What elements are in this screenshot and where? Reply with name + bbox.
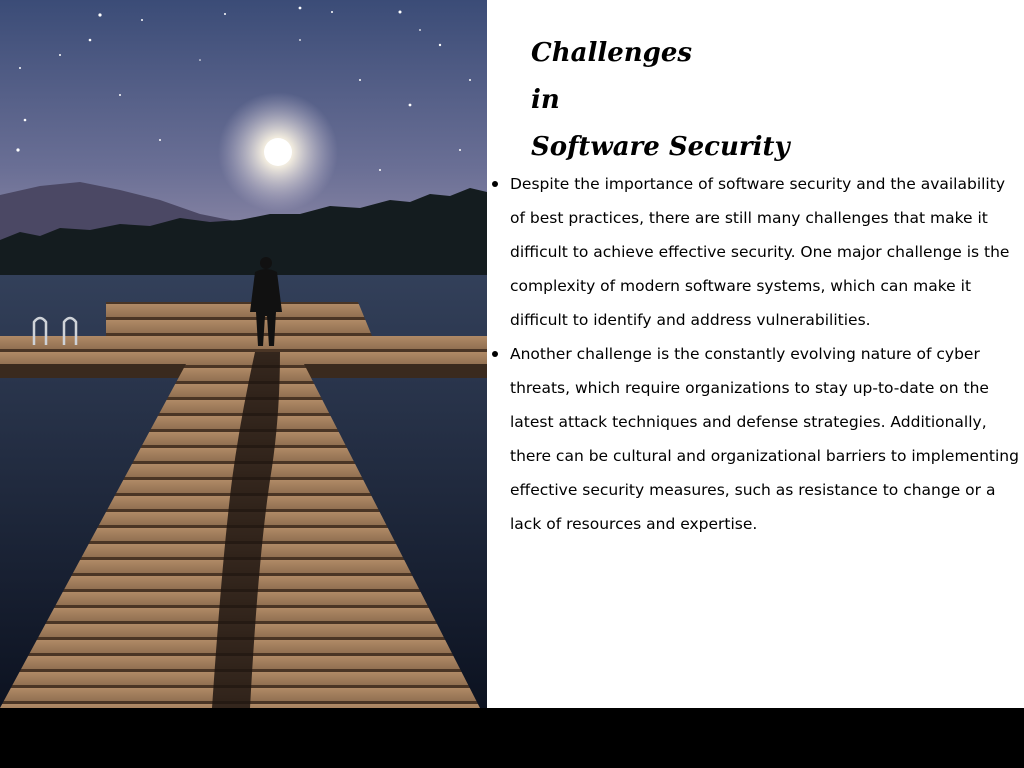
bullet-item: Despite the importance of software security and the availability of best practices, there are still many challenges that make it difficult to achieve effective security. One major challenge is the complexity of modern software systems, which can make it difficult to identify and address vulnerabilities. [490, 167, 1024, 337]
bottom-letterbox-bar [0, 708, 1024, 768]
title-line-2: in [531, 85, 560, 115]
bullet-item: Another challenge is the constantly evolving nature of cyber threats, which require organizations to stay up-to-date on the latest attack techniques and defense strategies. Additionally, there can be cultural and organizational barriers to implementing effective security measures, such as resistance to change or a lack of resources and expertise. [490, 337, 1024, 541]
title-line-3: Software Security [531, 132, 790, 162]
slide-title [531, 30, 1011, 171]
title-line-1: Challenges [531, 38, 693, 68]
bullet-list [490, 167, 1024, 541]
night-dock-photo [0, 0, 487, 708]
